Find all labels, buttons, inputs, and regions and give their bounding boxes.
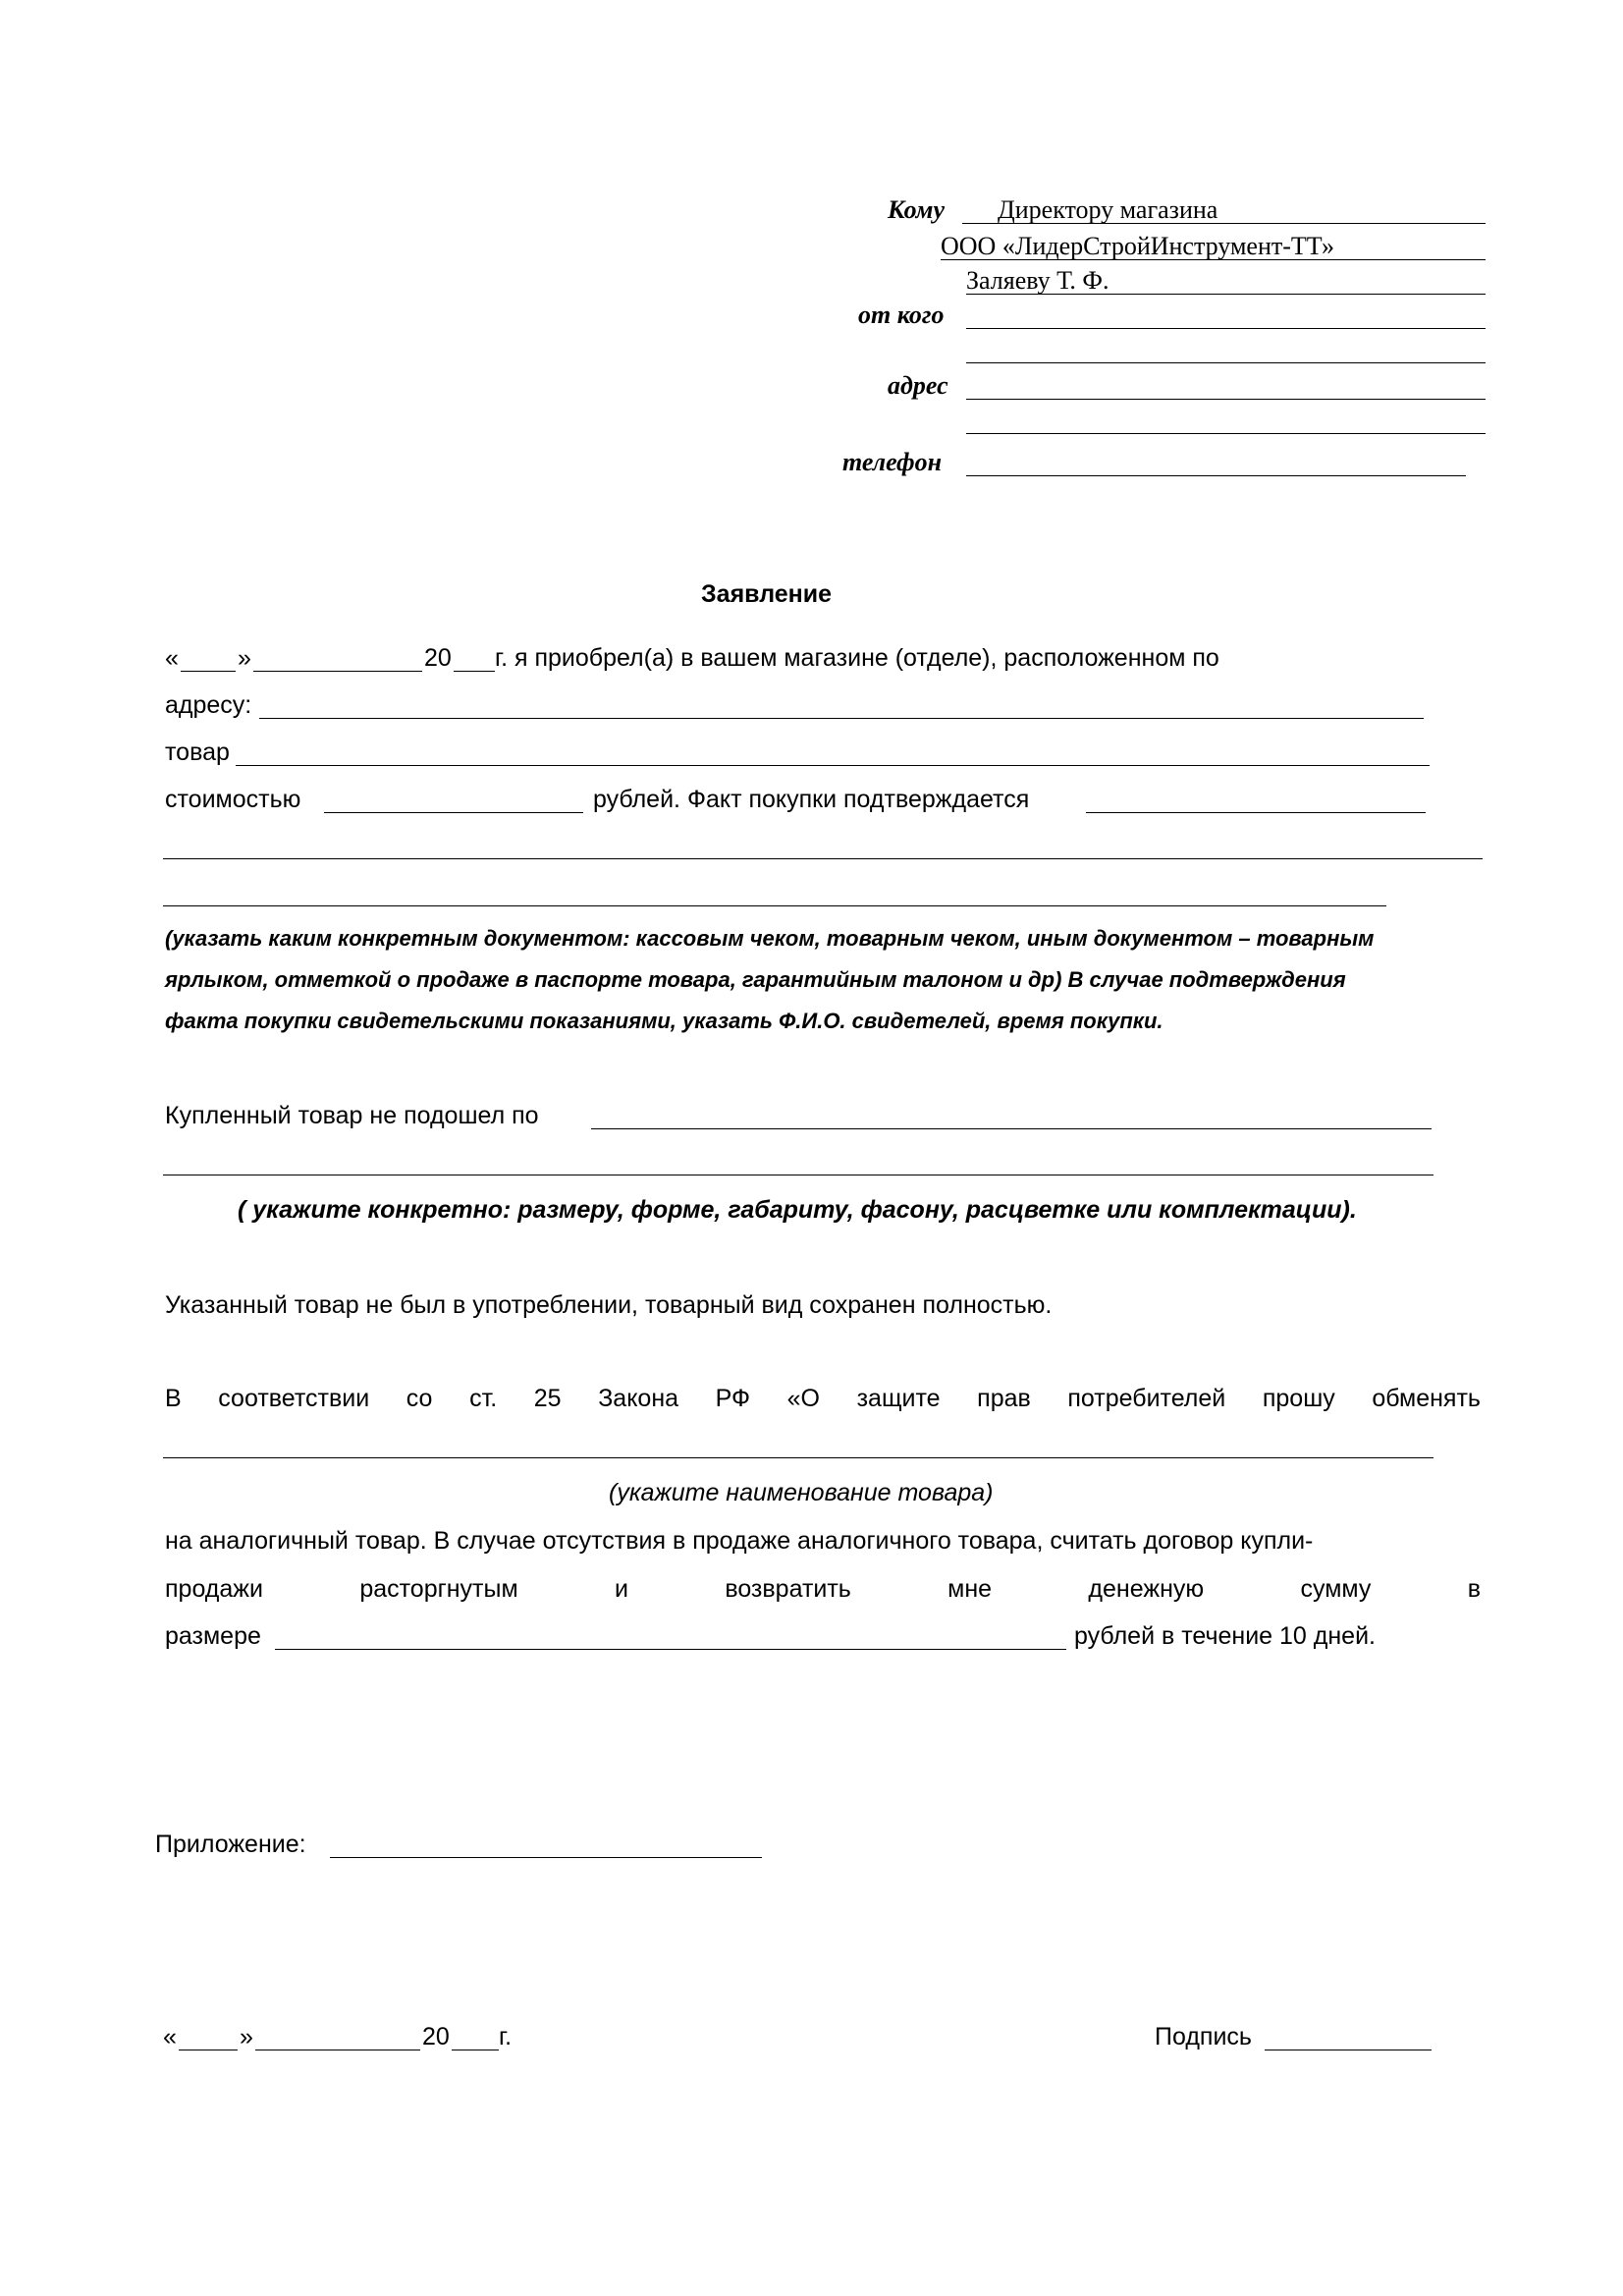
law-word: прав xyxy=(977,1385,1031,1412)
to-line-3: Заляеву Т. Ф. xyxy=(966,266,1109,295)
document-title: Заявление xyxy=(701,580,833,608)
from-label: от кого xyxy=(858,301,945,329)
from-field-line-1[interactable] xyxy=(966,328,1486,329)
law-word: РФ xyxy=(715,1385,751,1412)
hint-goods-name: (укажите наименование товара) xyxy=(609,1479,994,1506)
unsuitable-label: Купленный товар не подошел по xyxy=(165,1102,539,1129)
store-address-label: адресу: xyxy=(165,691,252,719)
law-word: соответствии xyxy=(218,1385,370,1412)
to-label: Кому xyxy=(888,195,946,224)
refund-word: и xyxy=(615,1575,628,1603)
refund-line xyxy=(165,1574,1481,1604)
sign-year-suffix: г. xyxy=(499,2023,513,2050)
sign-date-close-quote: » xyxy=(240,2023,253,2050)
law-word: 25 xyxy=(533,1385,562,1412)
amount-label: размере xyxy=(165,1622,261,1650)
refund-word: денежную xyxy=(1088,1575,1205,1603)
hint-reason: ( укажите конкретно: размеру, форме, габариту, фасону, расцветке или комплектации). xyxy=(238,1196,1357,1224)
refund-word: мне xyxy=(947,1575,993,1603)
phone-label: телефон xyxy=(842,448,943,476)
date-open-quote: « xyxy=(165,644,179,672)
to-line-1: Директору магазина xyxy=(998,195,1218,224)
amount-field[interactable] xyxy=(275,1649,1066,1650)
to-line-3-underline xyxy=(966,294,1486,295)
analog-text: на аналогичный товар. В случае отсутствия в продаже аналогичного товара, считать договор купли- xyxy=(165,1527,1314,1555)
law-word: защите xyxy=(856,1385,941,1412)
proof-field-1[interactable] xyxy=(1086,812,1426,813)
condition-text: Указанный товар не был в употреблении, товарный вид сохранен полностью. xyxy=(165,1291,1053,1319)
goods-field[interactable] xyxy=(236,765,1430,766)
address-field-line-2[interactable] xyxy=(966,433,1486,434)
unsuitable-reason-field-1[interactable] xyxy=(591,1128,1432,1129)
cost-field[interactable] xyxy=(324,812,583,813)
purchase-year-prefix: 20 xyxy=(424,644,452,672)
refund-word: продажи xyxy=(165,1575,263,1603)
refund-word: в xyxy=(1467,1575,1481,1603)
proof-field-2[interactable] xyxy=(163,858,1483,859)
address-label: адрес xyxy=(888,371,948,400)
refund-word: расторгнутым xyxy=(359,1575,518,1603)
cost-text: рублей. Факт покупки подтверждается xyxy=(593,786,1030,813)
law-word: «О xyxy=(786,1385,820,1412)
signature-label: Подпись xyxy=(1155,2023,1252,2050)
amount-text: рублей в течение 10 дней. xyxy=(1074,1622,1376,1650)
purchase-month-field[interactable] xyxy=(253,671,422,672)
hint-document-line-3: факта покупки свидетельскими показаниями, указать Ф.И.О. свидетелей, время покупки. xyxy=(165,1009,1163,1033)
to-line-2: ООО «ЛидерСтройИнструмент-ТТ» xyxy=(941,232,1334,260)
hint-document-line-2: ярлыком, отметкой о продаже в паспорте товара, гарантийным талоном и др) В случае подтверждения xyxy=(165,967,1346,992)
attachment-label: Приложение: xyxy=(155,1831,306,1858)
law-word: со xyxy=(406,1385,433,1412)
purchase-year-field[interactable] xyxy=(454,671,495,672)
from-field-line-2[interactable] xyxy=(966,362,1486,363)
goods-label: товар xyxy=(165,738,230,766)
law-word: Закона xyxy=(598,1385,679,1412)
law-request-line xyxy=(165,1384,1481,1413)
purchase-text: г. я приобрел(а) в вашем магазине (отделе), расположенном по xyxy=(495,644,1219,672)
date-close-quote: » xyxy=(238,644,251,672)
cost-label: стоимостью xyxy=(165,786,301,813)
law-word: обменять xyxy=(1372,1385,1481,1412)
sign-year-prefix: 20 xyxy=(422,2023,450,2050)
sign-date-open-quote: « xyxy=(163,2023,177,2050)
proof-field-3[interactable] xyxy=(163,905,1386,906)
goods-name-field[interactable] xyxy=(163,1457,1434,1458)
attachment-field[interactable] xyxy=(330,1857,762,1858)
law-word: прошу xyxy=(1262,1385,1335,1412)
to-line-2-underline xyxy=(941,259,1486,260)
refund-word: сумму xyxy=(1300,1575,1372,1603)
purchase-day-field[interactable] xyxy=(181,671,236,672)
to-line-1-underline xyxy=(962,223,1486,224)
address-field-line-1[interactable] xyxy=(966,399,1486,400)
law-word: потребителей xyxy=(1067,1385,1226,1412)
store-address-field[interactable] xyxy=(259,718,1424,719)
law-word: В xyxy=(165,1385,182,1412)
refund-word: возвратить xyxy=(725,1575,851,1603)
hint-document-line-1: (указать каким конкретным документом: кассовым чеком, товарным чеком, иным документом – товарным xyxy=(165,926,1375,951)
phone-field-line[interactable] xyxy=(966,475,1466,476)
law-word: ст. xyxy=(469,1385,498,1412)
